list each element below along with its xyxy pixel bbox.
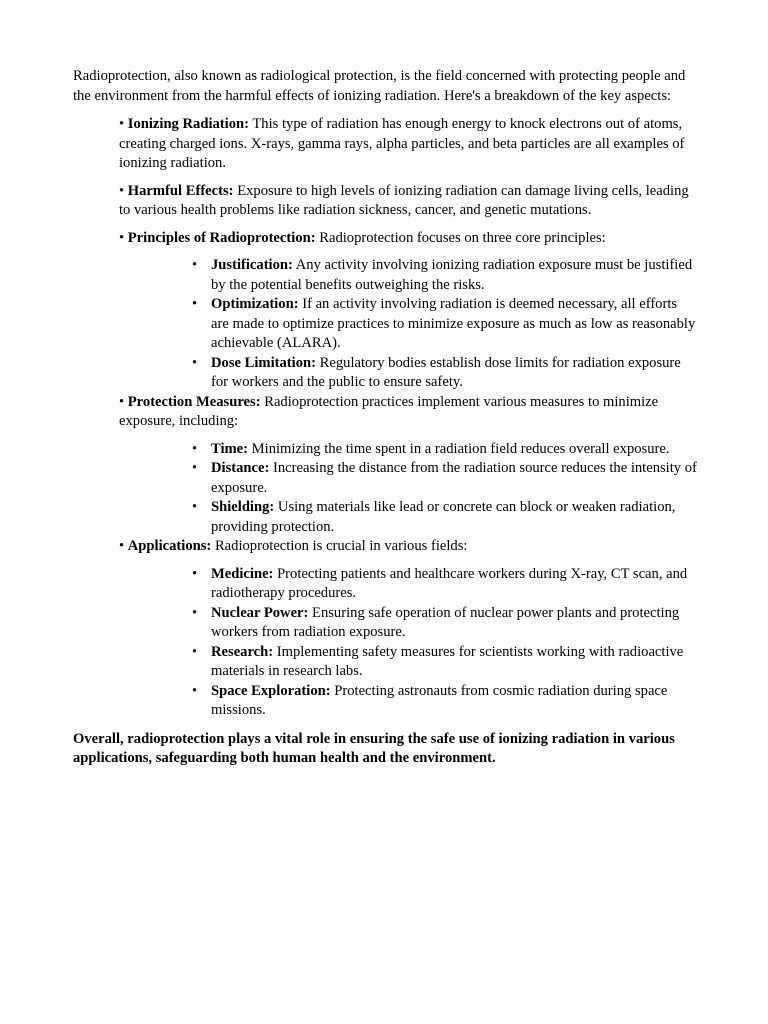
list-item-applications xyxy=(119,537,698,557)
bullet-marker: • xyxy=(192,499,198,515)
sublist-item-distance xyxy=(119,459,698,498)
bullet-marker: • xyxy=(192,643,198,660)
sublist-item-shielding xyxy=(119,498,698,537)
bullet-marker: • xyxy=(192,296,198,312)
item-term: Nuclear Power: xyxy=(211,604,309,621)
bullet-marker: • xyxy=(192,257,198,273)
bullet-marker: • xyxy=(192,354,198,371)
bullet-marker: • xyxy=(119,116,125,132)
item-text: Radioprotection practices implement various measures to minimize exposure, including: xyxy=(119,393,659,429)
list-item-protection-measures xyxy=(119,393,698,432)
list-item-principles xyxy=(119,229,698,249)
sublist-item-dose-limitation xyxy=(119,354,698,393)
item-text: If an activity involving radiation is deemed necessary, all efforts are made to optimize practices to minimize exposure as much as low as reasonably achievable (ALARA). xyxy=(211,296,696,351)
item-term: Dose Limitation: xyxy=(211,354,316,371)
bullet-marker: • xyxy=(119,182,125,199)
bullet-marker: • xyxy=(119,393,125,410)
bullet-marker: • xyxy=(192,440,198,457)
item-term: Research: xyxy=(211,643,274,660)
sublist-item-justification xyxy=(119,256,698,295)
bullet-marker: • xyxy=(192,565,198,582)
item-text: Implementing safety measures for scientists working with radioactive materials in research labs. xyxy=(211,643,684,679)
sublist-item-nuclear-power xyxy=(119,604,698,643)
list-item-harmful-effects xyxy=(119,182,698,221)
bullet-marker: • xyxy=(192,604,198,621)
item-term: Shielding: xyxy=(211,499,275,515)
protection-measures-sublist xyxy=(119,440,698,538)
item-term: Justification: xyxy=(211,257,293,273)
sublist-item-time xyxy=(119,440,698,460)
item-term: Harmful Effects: xyxy=(127,182,234,199)
list-item-ionizing-radiation xyxy=(119,115,698,174)
bullet-marker: • xyxy=(192,460,198,476)
item-term: Optimization: xyxy=(211,296,299,312)
item-text: Protecting astronauts from cosmic radiation during space missions. xyxy=(211,682,668,718)
item-term: Space Exploration: xyxy=(211,682,331,699)
bullet-marker: • xyxy=(192,682,198,699)
item-text: Any activity involving ionizing radiation exposure must be justified by the potential benefits outweighing the risks. xyxy=(211,257,693,293)
item-term: Applications: xyxy=(127,538,212,554)
sublist-item-optimization xyxy=(119,295,698,354)
item-term: Ionizing Radiation: xyxy=(127,116,249,132)
item-term: Distance: xyxy=(211,460,270,476)
applications-sublist xyxy=(119,565,698,721)
item-text: Exposure to high levels of ionizing radiation can damage living cells, leading to various health problems like radiation sickness, cancer, and genetic mutations. xyxy=(119,182,689,218)
principles-sublist xyxy=(119,256,698,393)
sublist-item-medicine xyxy=(119,565,698,604)
item-text: Increasing the distance from the radiation source reduces the intensity of exposure. xyxy=(211,460,697,496)
item-term: Principles of Radioprotection: xyxy=(127,229,316,246)
item-text: Radioprotection is crucial in various fields: xyxy=(211,538,468,554)
item-text: Using materials like lead or concrete can block or weaken radiation, providing protection. xyxy=(211,499,676,535)
sublist-item-research xyxy=(119,643,698,682)
item-text: Radioprotection focuses on three core principles: xyxy=(315,229,606,246)
item-text: Protecting patients and healthcare workers during X-ray, CT scan, and radiotherapy procedures. xyxy=(211,565,688,601)
sublist-item-space-exploration xyxy=(119,682,698,721)
conclusion-paragraph: Overall, radioprotection plays a vital role in ensuring the safe use of ionizing radiation in various applications, safeguarding both human health and the environment. xyxy=(73,730,675,766)
document-body xyxy=(73,67,698,769)
intro-paragraph: Radioprotection, also known as radiological protection, is the field concerned with protecting people and the environment from the harmful effects of ionizing radiation. Here's a breakdown of the key aspects: xyxy=(73,68,686,104)
bullet-marker: • xyxy=(119,229,125,246)
bullet-marker: • xyxy=(119,538,125,554)
item-text: Ensuring safe operation of nuclear power plants and protecting workers from radiation exposure. xyxy=(211,604,680,640)
item-term: Medicine: xyxy=(211,565,274,582)
item-text: Regulatory bodies establish dose limits for radiation exposure for workers and the public to ensure safety. xyxy=(211,354,681,390)
item-text: This type of radiation has enough energy to knock electrons out of atoms, creating charged ions. X-rays, gamma rays, alpha particles, and beta particles are all examples of ionizing radiation. xyxy=(119,116,685,171)
key-aspects-list xyxy=(73,115,698,721)
item-term: Protection Measures: xyxy=(127,393,261,410)
item-text: Minimizing the time spent in a radiation field reduces overall exposure. xyxy=(248,440,670,457)
item-term: Time: xyxy=(211,440,249,457)
